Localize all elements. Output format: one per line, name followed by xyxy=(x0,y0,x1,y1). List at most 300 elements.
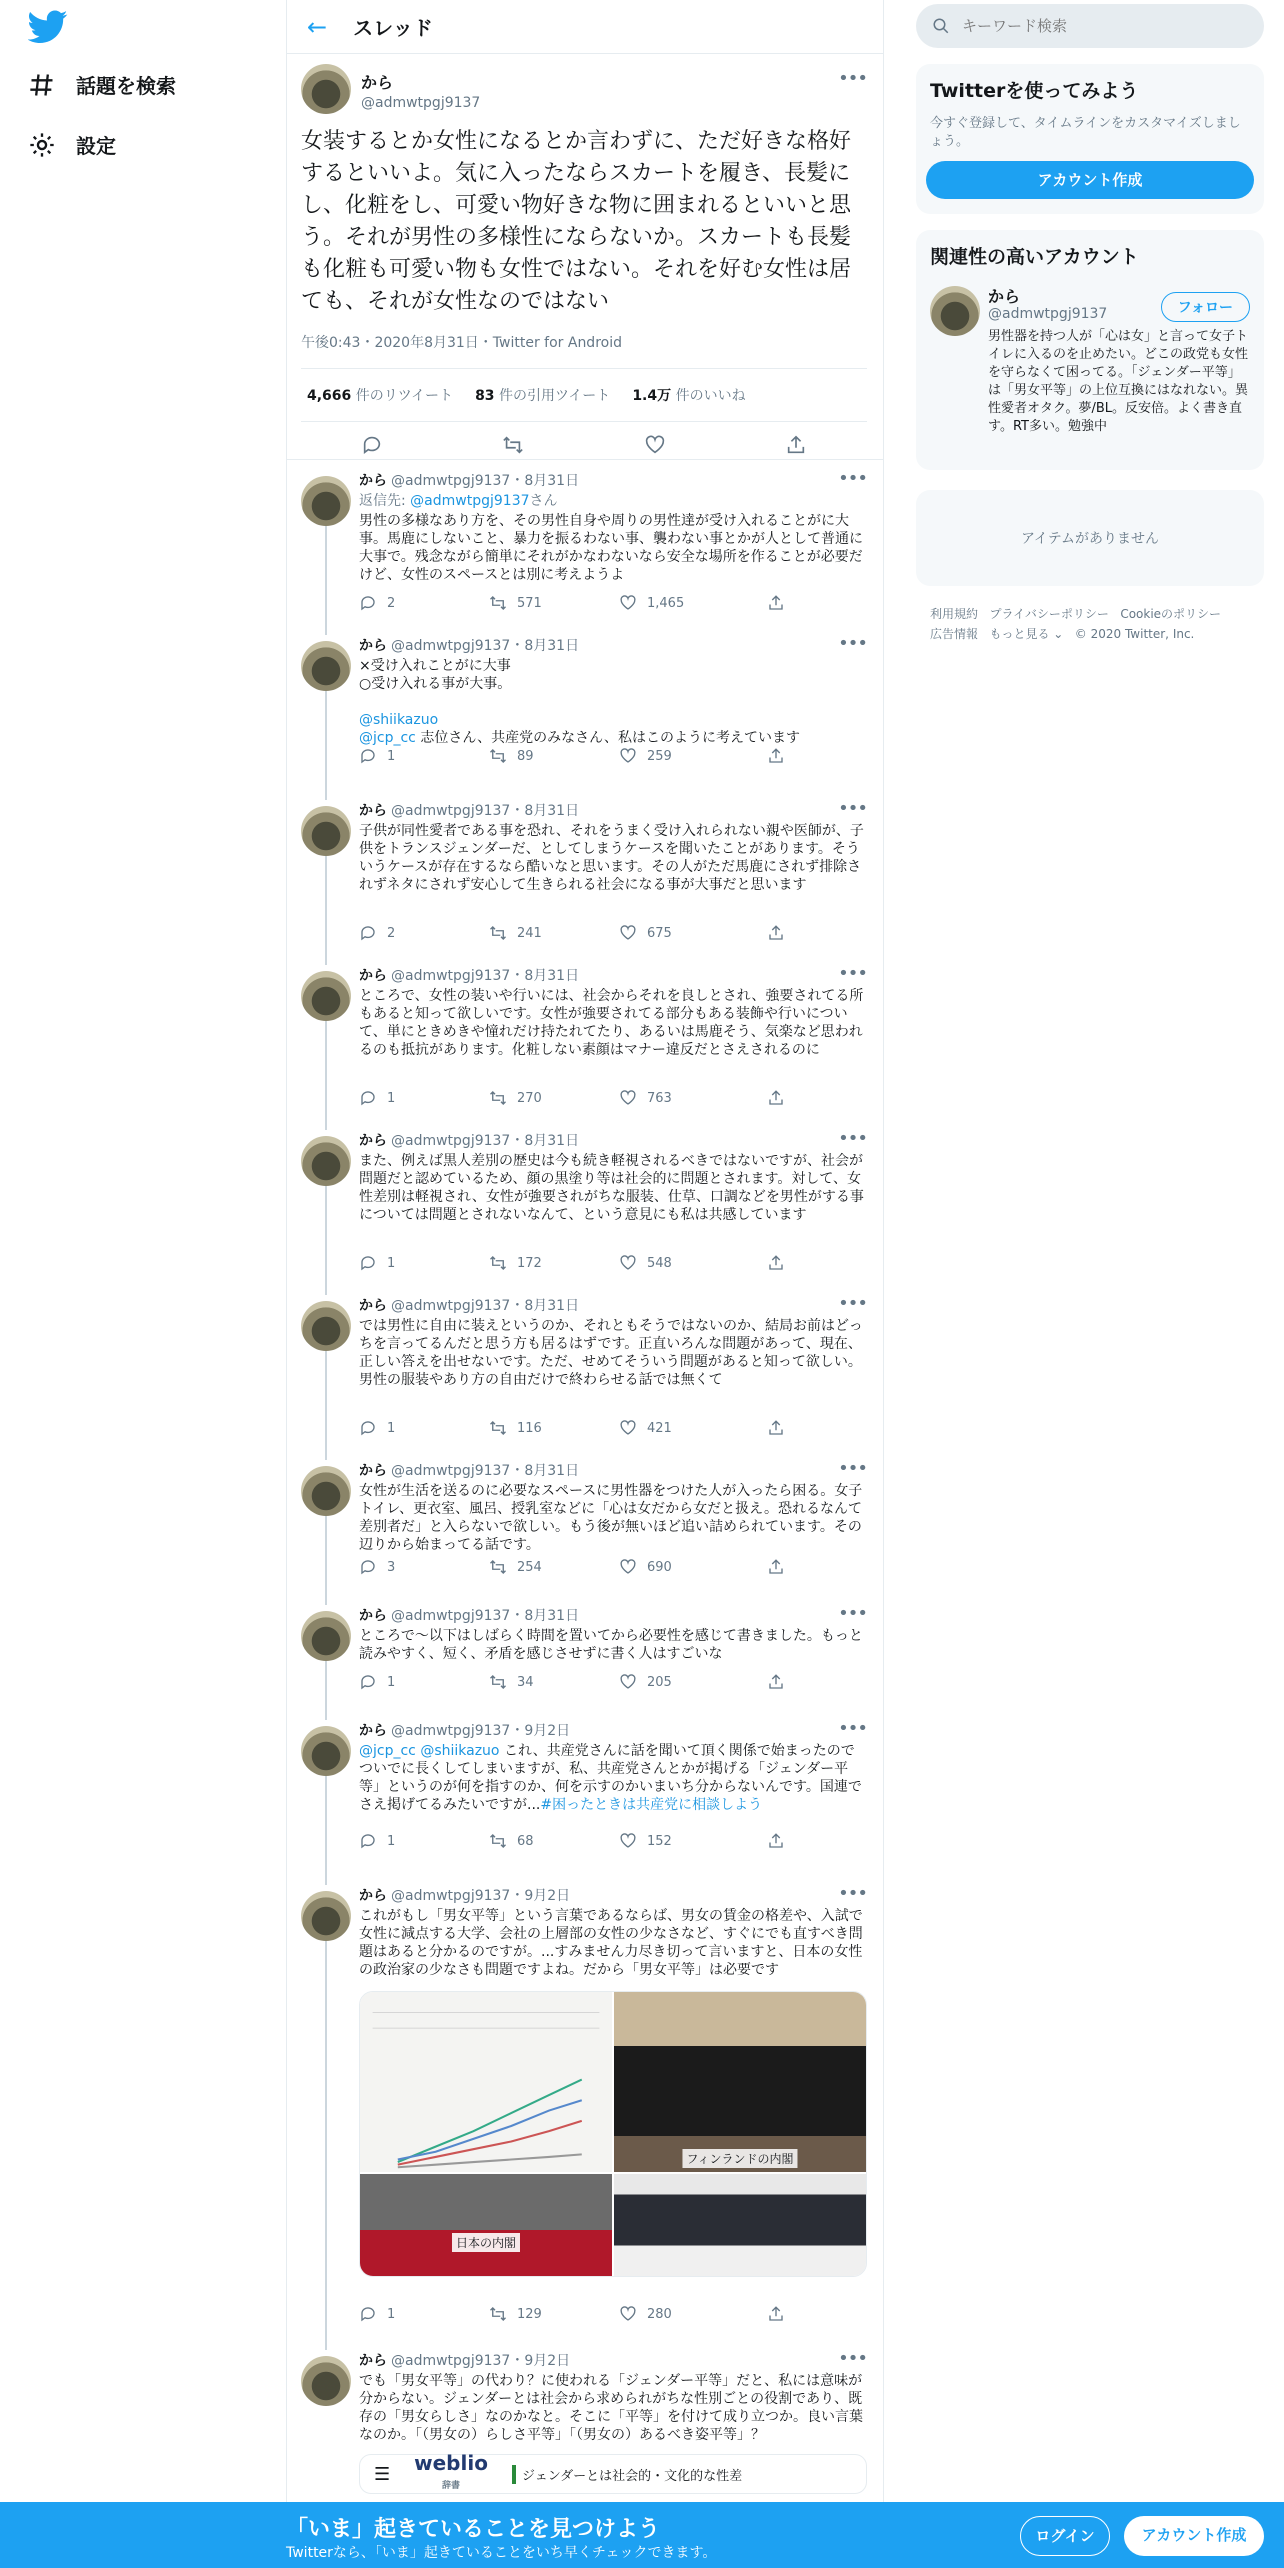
signup-title: Twitterを使ってみよう xyxy=(930,80,1139,102)
reply-tweet[interactable] xyxy=(287,1120,883,1285)
reply-action[interactable] xyxy=(359,747,489,765)
reply-header xyxy=(359,1720,867,1740)
more-options-icon[interactable]: ••• xyxy=(838,1458,867,1479)
author-name[interactable]: から xyxy=(359,638,387,654)
reply-count: 2 xyxy=(387,595,396,611)
related-accounts-box xyxy=(916,230,1264,470)
share-icon xyxy=(767,1558,785,1576)
reply-header xyxy=(359,1460,867,1480)
author-name[interactable]: から xyxy=(359,1888,387,1904)
retweet-action[interactable] xyxy=(489,1673,619,1691)
share-icon xyxy=(767,594,785,612)
avatar[interactable] xyxy=(301,476,351,526)
reply-icon xyxy=(359,1254,377,1272)
footer-more-link[interactable]: もっと見る xyxy=(989,627,1050,641)
share-icon xyxy=(767,2305,785,2323)
like-icon xyxy=(619,594,637,612)
reply-body xyxy=(359,1885,867,2277)
reply-actions xyxy=(359,1673,823,1691)
reply-actions xyxy=(359,747,823,765)
reply-date[interactable]: ・8月31日 xyxy=(510,638,580,654)
share-icon xyxy=(767,924,785,942)
reply-text: でも「男女平等」の代わり？に使われる「ジェンダー平等」だと、私には意味が分からない。ジェンダーとは社会から求められがちな性別ごとの役割であり、既存の「男女らしさ」なのかなと。そこに「平等」を付けて成り立つか。良い言葉なのか。「（男女の）らしさ平等」「（男女の）あるべき姿平等」？ xyxy=(359,2373,863,2443)
like-count: 690 xyxy=(647,1559,672,1575)
share-icon[interactable] xyxy=(785,434,807,456)
like-count: 205 xyxy=(647,1674,672,1690)
retweet-icon xyxy=(489,1089,507,1107)
retweet-count: 241 xyxy=(517,925,542,941)
thread-line xyxy=(325,691,327,800)
like-icon xyxy=(619,1254,637,1272)
reply-icon xyxy=(359,1558,377,1576)
more-options-icon[interactable]: ••• xyxy=(838,963,867,984)
retweet-action[interactable] xyxy=(489,1419,619,1437)
author-name[interactable]: から xyxy=(359,1463,387,1479)
like-stat-label: 件のいいね xyxy=(675,388,746,404)
thread-column xyxy=(286,0,884,2568)
like-icon xyxy=(619,1673,637,1691)
avatar[interactable] xyxy=(301,2356,351,2406)
card-brand-name: weblio xyxy=(414,2450,488,2475)
avatar[interactable] xyxy=(301,806,351,856)
reply-header xyxy=(359,965,867,985)
mention-line xyxy=(359,711,867,747)
retweet-count: 129 xyxy=(517,2306,542,2322)
reply-text: ところで～以下はしばらく時間を置いてから必要性を感じて書きました。もっと読みやすく、短く、矛盾を感じさせずに書く人はすごいな xyxy=(359,1628,863,1662)
chart-photo[interactable] xyxy=(360,1992,612,2172)
share-icon xyxy=(767,1089,785,1107)
like-count: 259 xyxy=(647,748,672,764)
share-icon xyxy=(767,1419,785,1437)
reply-date[interactable]: ・9月2日 xyxy=(510,2353,571,2369)
reply-body xyxy=(359,1720,867,1814)
reply-count: 1 xyxy=(387,748,396,764)
reply-date[interactable]: ・8月31日 xyxy=(510,1298,580,1314)
share-action[interactable] xyxy=(767,1673,785,1691)
tweet-stats xyxy=(301,369,867,422)
empty-box xyxy=(916,490,1264,586)
like-action[interactable] xyxy=(619,2305,767,2323)
share-icon xyxy=(767,1673,785,1691)
avatar[interactable] xyxy=(301,971,351,1021)
reply-date[interactable]: ・8月31日 xyxy=(510,968,580,984)
reply-tweet[interactable] xyxy=(287,955,883,1120)
share-action[interactable] xyxy=(767,747,785,765)
reply-text-body: 志位さん、共産党のみなさん、私はこのように考えています xyxy=(415,730,801,746)
share-action[interactable] xyxy=(767,1558,785,1576)
avatar[interactable] xyxy=(301,1891,351,1941)
reply-action[interactable] xyxy=(359,1254,489,1272)
reply-header xyxy=(359,635,867,655)
like-icon xyxy=(619,1832,637,1850)
thread-line xyxy=(325,526,327,635)
mention-link[interactable]: @jcp_cc @shiikazuo xyxy=(359,1743,500,1759)
reply-actions xyxy=(359,924,823,942)
retweet-icon[interactable] xyxy=(502,434,524,456)
avatar[interactable] xyxy=(301,641,351,691)
related-title: 関連性の高いアカウント xyxy=(930,246,1139,268)
bottom-subtitle: Twitterなら、「いま」起きていることをいち早くチェックできます。 xyxy=(286,2545,717,2561)
thread-line xyxy=(325,1516,327,1605)
cabinet-group-photo[interactable] xyxy=(614,2174,866,2276)
footer-terms-link[interactable]: 利用規約 xyxy=(930,607,979,621)
author-name[interactable]: から xyxy=(359,968,387,984)
like-count: 1,465 xyxy=(647,595,685,611)
more-options-icon[interactable]: ••• xyxy=(838,798,867,819)
signup-text: 今すぐ登録して、タイムラインをカスタマイズしましょう。 xyxy=(930,116,1241,149)
author-handle[interactable]: @admwtpgj9137 xyxy=(391,2353,511,2369)
author-handle[interactable]: @admwtpgj9137 xyxy=(391,1133,511,1149)
photo-caption: 日本の内閣 xyxy=(452,2233,520,2252)
like-icon xyxy=(619,1089,637,1107)
reply-icon xyxy=(359,747,377,765)
card-text: ジェンダーとは社会的・文化的な性差 xyxy=(512,2465,742,2484)
retweet-icon xyxy=(489,1254,507,1272)
bottom-signup-bar xyxy=(0,2502,1284,2568)
reply-text: また、例えば黒人差別の歴史は今も続き軽視されるべきではないですが、社会が問題だと認めているため、顔の黒塗り等は社会的に問題とされます。対して、女性差別は軽視され、女性が強要されがちな服装、仕草、口調などを男性がする事については問題とされないなんて、という意見にも私は共感しています xyxy=(359,1153,864,1223)
more-options-icon[interactable]: ••• xyxy=(838,1718,867,1739)
retweet-action[interactable] xyxy=(489,924,619,942)
like-count: 280 xyxy=(647,2306,672,2322)
reply-icon xyxy=(359,1089,377,1107)
retweet-action[interactable] xyxy=(489,747,619,765)
retweet-action[interactable] xyxy=(489,1254,619,1272)
share-icon xyxy=(767,1254,785,1272)
reply-tweet[interactable] xyxy=(287,460,883,625)
avatar[interactable] xyxy=(301,1466,351,1516)
retweet-icon xyxy=(489,1673,507,1691)
retweet-icon xyxy=(489,1832,507,1850)
line-chart-thumbnail xyxy=(360,1992,612,2172)
thread-line xyxy=(325,856,327,965)
retweet-icon xyxy=(489,1558,507,1576)
avatar[interactable] xyxy=(930,286,980,336)
reply-tweet[interactable] xyxy=(287,1285,883,1450)
author-name[interactable]: から xyxy=(359,1608,387,1624)
retweet-count: 172 xyxy=(517,1255,542,1271)
mention-link[interactable]: @jcp_cc xyxy=(359,730,416,746)
reply-action[interactable] xyxy=(359,594,489,612)
reply-text: では男性に自由に装えというのか、それともそうではないのか、結局お前はどっちを言ってるんだと思う方も居るはずです。正直いろんな問題があって、現在、正しい答えを出せないです。ただ、せめてそういう問題があると知って欲しい。男性の服装やあり方の自由だけで終わらせる話では無くて xyxy=(359,1318,863,1388)
share-action[interactable] xyxy=(767,924,785,942)
main-tweet xyxy=(287,54,883,460)
more-options-icon[interactable]: ••• xyxy=(838,68,867,89)
reply-icon xyxy=(359,924,377,942)
mention-link[interactable]: @shiikazuo xyxy=(359,712,439,728)
reply-header xyxy=(359,470,867,490)
thread-line xyxy=(325,1021,327,1130)
menu-icon: ☰ xyxy=(374,2463,391,2485)
reply-tweet[interactable] xyxy=(287,1450,883,1595)
nav-explore[interactable] xyxy=(28,70,176,99)
reply-action[interactable] xyxy=(359,1673,489,1691)
reply-header xyxy=(359,1605,867,1625)
related-handle[interactable]: @admwtpgj9137 xyxy=(988,306,1108,322)
thread-line xyxy=(325,1351,327,1460)
reply-body xyxy=(359,965,867,1059)
more-options-icon[interactable]: ••• xyxy=(838,1293,867,1314)
retweet-count: 270 xyxy=(517,1090,542,1106)
reply-tweet[interactable] xyxy=(287,1875,883,2340)
reply-icon xyxy=(359,2305,377,2323)
like-count: 421 xyxy=(647,1420,672,1436)
like-action[interactable] xyxy=(619,1089,767,1107)
tweet-meta[interactable]: 午後0:43・2020年8月31日・Twitter for Android xyxy=(301,332,867,369)
reply-body xyxy=(359,1605,867,1663)
retweet-icon xyxy=(489,1419,507,1437)
related-bio: 男性器を持つ人が「心は女」と言って女子トイレに入るのを止めたい。どこの政党も女性を守らなくて困ってる。「ジェンダー平等」は「男女平等」の上位互換にはなれない。異性愛者オタク。夢/BL。反安倍。よく書き直す。RT多い。勉強中 xyxy=(988,329,1249,434)
share-action[interactable] xyxy=(767,2305,785,2323)
reply-text-body: これ、共産党さんに話を聞いて頂く関係で始まったのでついでに長くしてしまいますが、私、共産党さんとかが掲げる「ジェンダー平等」というのが何を指すのか、何を示すのかいまいち分からないんです。国連でさえ掲げてるみたいですが... xyxy=(359,1743,862,1813)
retweet-count: 116 xyxy=(517,1420,542,1436)
reply-action[interactable] xyxy=(359,1089,489,1107)
reply-date[interactable]: ・8月31日 xyxy=(510,1133,580,1149)
retweet-count: 34 xyxy=(517,1674,534,1690)
avatar[interactable] xyxy=(301,64,351,114)
author-name[interactable]: から xyxy=(359,1723,387,1739)
author-handle[interactable]: @admwtpgj9137 xyxy=(391,473,511,489)
login-button[interactable]: ログイン xyxy=(1020,2516,1110,2556)
share-action[interactable] xyxy=(767,1832,785,1850)
retweet-action[interactable] xyxy=(489,1832,619,1850)
footer-privacy-link[interactable]: プライバシーポリシー xyxy=(989,607,1109,621)
reply-actions xyxy=(359,1419,823,1437)
reply-icon xyxy=(359,1673,377,1691)
avatar[interactable] xyxy=(301,1611,351,1661)
like-count: 763 xyxy=(647,1090,672,1106)
reply-count: 1 xyxy=(387,2306,396,2322)
like-action[interactable] xyxy=(619,594,767,612)
reply-tweet[interactable] xyxy=(287,790,883,955)
reply-actions xyxy=(359,1089,823,1107)
reply-action[interactable] xyxy=(359,924,489,942)
reply-text: 男性の多様なあり方を、その男性自身や周りの男性達が受け入れることがに大事。馬鹿にしないこと、暴力を振るわない事、襲わない事とかが人として普通に大事で。残念ながら簡単にそれがかなわないなら安全な場所を作ることが必要だけど、女性のスペースとは別に考えようよ xyxy=(359,513,863,583)
like-action[interactable] xyxy=(619,924,767,942)
reply-actions xyxy=(359,1832,823,1850)
search-icon xyxy=(932,17,950,35)
author-handle[interactable]: @admwtpgj9137 xyxy=(391,1608,511,1624)
reply-date[interactable]: ・8月31日 xyxy=(510,1608,580,1624)
reply-text: これがもし「男女平等」という言葉であるならば、男女の賃金の格差や、入試で女性に減点する大学、会社の上層部の女性の少なさなど、すぐにでも直すべき問題はあると分かるのですが。...すみません力尽き切って言いますと、日本の女性の政治家の少なさも問題ですよね。だから「男女平等」は必要です xyxy=(359,1908,863,1978)
quote-stat[interactable] xyxy=(475,385,610,405)
more-options-icon[interactable]: ••• xyxy=(838,1603,867,1624)
retweet-icon xyxy=(489,594,507,612)
reply-action[interactable] xyxy=(359,1419,489,1437)
reply-actions xyxy=(359,1558,823,1576)
like-icon xyxy=(619,924,637,942)
reply-body xyxy=(359,470,867,584)
gear-icon xyxy=(28,131,56,159)
japan-cabinet-photo[interactable] xyxy=(360,2174,612,2276)
reply-tweet[interactable] xyxy=(287,1595,883,1710)
retweet-icon xyxy=(489,747,507,765)
author-handle[interactable]: @admwtpgj9137 xyxy=(391,1298,511,1314)
column-header xyxy=(287,0,883,54)
reply-list xyxy=(287,460,883,2500)
author-handle[interactable]: @admwtpgj9137 xyxy=(391,638,511,654)
author-name[interactable]: から xyxy=(359,1298,387,1314)
page-title: スレッド xyxy=(353,16,433,40)
share-action[interactable] xyxy=(767,1089,785,1107)
retweet-action[interactable] xyxy=(489,2305,619,2323)
reply-text: ×受け入れことがに大事 ○受け入れる事が大事。 xyxy=(359,658,512,692)
reply-to-label: 返信先: xyxy=(359,493,411,509)
author-name[interactable]: から xyxy=(361,73,394,92)
signup-button[interactable]: アカウント作成 xyxy=(926,161,1254,199)
reply-header xyxy=(359,1885,867,1905)
quote-count: 83 xyxy=(475,388,495,404)
reply-action[interactable] xyxy=(359,1832,489,1850)
reply-body xyxy=(359,635,867,747)
like-count: 152 xyxy=(647,1833,672,1849)
footer-cookie-link[interactable]: Cookieのポリシー xyxy=(1120,607,1222,621)
reply-to-link[interactable]: @admwtpgj9137 xyxy=(410,493,530,509)
more-options-icon[interactable]: ••• xyxy=(838,633,867,654)
reply-date[interactable]: ・8月31日 xyxy=(510,803,580,819)
avatar[interactable] xyxy=(301,1726,351,1776)
like-action[interactable] xyxy=(619,1558,767,1576)
like-action[interactable] xyxy=(619,1419,767,1437)
reply-to-suffix: さん xyxy=(529,493,558,509)
retweet-action[interactable] xyxy=(489,1558,619,1576)
reply-action[interactable] xyxy=(359,1558,489,1576)
nav-explore-label: 話題を検索 xyxy=(76,74,176,98)
like-action[interactable] xyxy=(619,1832,767,1850)
reply-date[interactable]: ・9月2日 xyxy=(510,1888,571,1904)
author-name[interactable]: から xyxy=(359,803,387,819)
reply-count: 2 xyxy=(387,925,396,941)
card-brand-sub: 辞書 xyxy=(442,2480,461,2491)
reply-body xyxy=(359,1130,867,1224)
author-handle[interactable]: @admwtpgj9137 xyxy=(391,1888,511,1904)
author-handle[interactable]: @admwtpgj9137 xyxy=(361,95,481,111)
footer-ads-link[interactable]: 広告情報 xyxy=(930,627,979,641)
reply-actions xyxy=(359,2305,823,2323)
reply-tweet[interactable] xyxy=(287,1710,883,1875)
more-options-icon[interactable]: ••• xyxy=(838,1128,867,1149)
retweet-icon xyxy=(489,924,507,942)
retweet-count: 571 xyxy=(517,595,542,611)
reply-header xyxy=(359,2350,867,2370)
reply-count: 3 xyxy=(387,1559,396,1575)
like-action[interactable] xyxy=(619,1673,767,1691)
retweet-count: 68 xyxy=(517,1833,534,1849)
like-count: 1.4万 xyxy=(632,388,672,404)
more-options-icon[interactable]: ••• xyxy=(838,2348,867,2369)
reply-text: 女性が生活を送るのに必要なスペースに男性器をつけた人が入ったら困る。女子トイレ、更衣室、風呂、授乳室などに「心は女だから女だと扱え。恐れるなんて差別者だ」と入らないで欲しい。もう後が無いほど追い詰められています。その辺りから始まってる話です。 xyxy=(359,1483,863,1553)
reply-action[interactable] xyxy=(359,2305,489,2323)
retweet-action[interactable] xyxy=(489,1089,619,1107)
author-handle[interactable]: @admwtpgj9137 xyxy=(391,1723,511,1739)
author-handle[interactable]: @admwtpgj9137 xyxy=(391,1463,511,1479)
like-action[interactable] xyxy=(619,747,767,765)
author-name[interactable]: から xyxy=(359,1133,387,1149)
like-stat[interactable] xyxy=(632,385,745,405)
author-handle[interactable]: @admwtpgj9137 xyxy=(391,803,511,819)
reply-icon xyxy=(359,594,377,612)
like-count: 675 xyxy=(647,925,672,941)
reply-icon xyxy=(359,1419,377,1437)
share-action[interactable] xyxy=(767,1419,785,1437)
like-icon xyxy=(619,1558,637,1576)
retweet-stat[interactable] xyxy=(307,385,453,405)
search-input[interactable] xyxy=(962,18,1242,35)
like-icon xyxy=(619,2305,637,2323)
reply-actions xyxy=(359,594,823,612)
retweet-stat-label: 件のリツイート xyxy=(355,388,454,404)
reply-body xyxy=(359,1295,867,1389)
footer-copyright: © 2020 Twitter, Inc. xyxy=(1074,627,1195,641)
twitter-logo-icon[interactable] xyxy=(28,10,68,44)
reply-header xyxy=(359,1295,867,1315)
photo-grid[interactable] xyxy=(359,1991,867,2277)
bottom-signup-button[interactable]: アカウント作成 xyxy=(1124,2516,1264,2556)
reply-text: ところで、女性の装いや行いには、社会からそれを良しとされ、強要されてる所もあると知って欲しいです。女性が強要されてる部分もある装飾や行いについて、単にときめきや憧れだけ持たれてたり、あるいは馬鹿そう、気楽など思われるのも抵抗があります。化粧しない素顔はマナー違反だとさえされるのに xyxy=(359,988,864,1058)
author-handle[interactable]: @admwtpgj9137 xyxy=(391,968,511,984)
author-name[interactable]: から xyxy=(359,473,387,489)
reply-date[interactable]: ・8月31日 xyxy=(510,1463,580,1479)
card-brand xyxy=(414,2450,488,2495)
related-name[interactable]: から xyxy=(988,287,1021,306)
reply-tweet[interactable] xyxy=(287,625,883,790)
reply-date[interactable]: ・8月31日 xyxy=(510,473,580,489)
finland-cabinet-photo[interactable] xyxy=(614,1992,866,2172)
reply-icon[interactable] xyxy=(361,434,383,456)
like-icon xyxy=(619,747,637,765)
reply-text: 子供が同性愛者である事を恐れ、それをうまく受け入れられない親や医師が、子供をトランスジェンダーだ、としてしまうケースを聞いたことがあります。そういうケースが存在するなら酷いなと思います。その人がただ馬鹿にされず排除されずネタにされず安心して生きられる社会になる事が大事だと思います xyxy=(359,823,864,893)
retweet-count: 254 xyxy=(517,1559,542,1575)
more-options-icon[interactable]: ••• xyxy=(838,1883,867,1904)
more-options-icon[interactable]: ••• xyxy=(838,468,867,489)
reply-date[interactable]: ・9月2日 xyxy=(510,1723,571,1739)
retweet-count: 4,666 xyxy=(307,388,352,404)
author-name[interactable]: から xyxy=(359,2353,387,2369)
avatar[interactable] xyxy=(301,1136,351,1186)
follow-button[interactable]: フォロー xyxy=(1161,292,1250,322)
like-icon xyxy=(619,1419,637,1437)
reply-header xyxy=(359,800,867,820)
reply-count: 1 xyxy=(387,1674,396,1690)
link-card[interactable] xyxy=(359,2450,867,2494)
reply-count: 1 xyxy=(387,1833,396,1849)
like-action[interactable] xyxy=(619,1254,767,1272)
reply-count: 1 xyxy=(387,1090,396,1106)
retweet-action[interactable] xyxy=(489,594,619,612)
reply-text xyxy=(359,1742,867,1814)
thread-line xyxy=(325,1941,327,2350)
share-icon xyxy=(767,747,785,765)
share-action[interactable] xyxy=(767,594,785,612)
nav-settings[interactable] xyxy=(28,130,116,159)
thread-line xyxy=(325,1186,327,1295)
signup-box xyxy=(916,64,1264,214)
hashtag-icon xyxy=(28,71,56,99)
reply-body xyxy=(359,1460,867,1554)
thread-line xyxy=(325,1776,327,1885)
reply-header xyxy=(359,1130,867,1150)
avatar[interactable] xyxy=(301,1301,351,1351)
quote-stat-label: 件の引用ツイート xyxy=(499,388,611,404)
like-icon[interactable] xyxy=(644,434,666,456)
photo-caption: フィンランドの内閣 xyxy=(682,2149,797,2168)
hashtag-link[interactable]: #困ったときは共産党に相談しよう xyxy=(540,1797,763,1813)
bottom-title: 「いま」起きていることを見つけよう xyxy=(286,2517,661,2542)
reply-body xyxy=(359,800,867,894)
retweet-count: 89 xyxy=(517,748,534,764)
search-box[interactable] xyxy=(916,4,1264,48)
share-action[interactable] xyxy=(767,1254,785,1272)
back-arrow-icon[interactable]: ← xyxy=(307,12,328,41)
